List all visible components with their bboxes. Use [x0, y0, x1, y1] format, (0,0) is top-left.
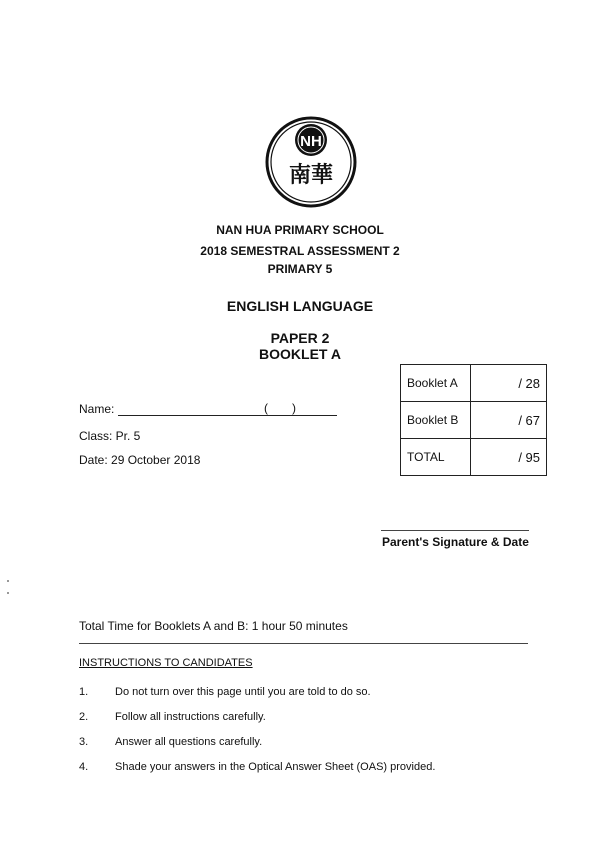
score-table [400, 364, 547, 476]
score-value: / 28 [471, 365, 547, 402]
date-label: Date: 29 October 2018 [79, 453, 201, 467]
school-logo [265, 116, 357, 208]
instruction-number: 3. [79, 736, 89, 748]
score-label: Booklet A [401, 365, 471, 402]
score-row [401, 402, 547, 439]
index-paren-open: ( [264, 401, 268, 415]
score-row [401, 365, 547, 402]
school-name: NAN HUA PRIMARY SCHOOL [216, 223, 384, 237]
score-value: / 95 [471, 439, 547, 476]
signature-label: Parent's Signature & Date [382, 535, 529, 549]
time-allowed: Total Time for Booklets A and B: 1 hour 50 minutes [79, 619, 348, 633]
class-label: Class: Pr. 5 [79, 429, 141, 443]
instruction-number: 1. [79, 686, 89, 698]
instruction-text: Do not turn over this page until you are told to do so. [115, 686, 371, 698]
instruction-text: Answer all questions carefully. [115, 736, 263, 748]
level-title: PRIMARY 5 [267, 262, 333, 276]
scan-speck [7, 592, 9, 594]
instruction-number: 4. [79, 761, 89, 773]
instruction-text: Shade your answers in the Optical Answer Sheet (OAS) provided. [115, 761, 436, 773]
assessment-title: 2018 SEMESTRAL ASSESSMENT 2 [200, 244, 400, 258]
name-label: Name: [79, 402, 115, 416]
score-label: Booklet B [401, 402, 471, 439]
paper-title: PAPER 2 [270, 330, 330, 346]
score-label: TOTAL [401, 439, 471, 476]
score-value: / 67 [471, 402, 547, 439]
instructions-heading: INSTRUCTIONS TO CANDIDATES [79, 657, 253, 669]
name-blank-line [118, 415, 337, 416]
index-paren-close: ) [292, 401, 296, 415]
signature-line[interactable] [381, 530, 529, 531]
instruction-number: 2. [79, 711, 89, 723]
instruction-text: Follow all instructions carefully. [115, 711, 266, 723]
logo-chinese-text: 南華 [288, 163, 334, 188]
subject-title: ENGLISH LANGUAGE [226, 298, 374, 314]
scan-speck [7, 580, 9, 582]
booklet-title: BOOKLET A [259, 346, 341, 362]
score-row [401, 439, 547, 476]
logo-emblem-text: NH [300, 133, 322, 150]
name-field[interactable] [79, 402, 339, 418]
divider [79, 643, 528, 644]
